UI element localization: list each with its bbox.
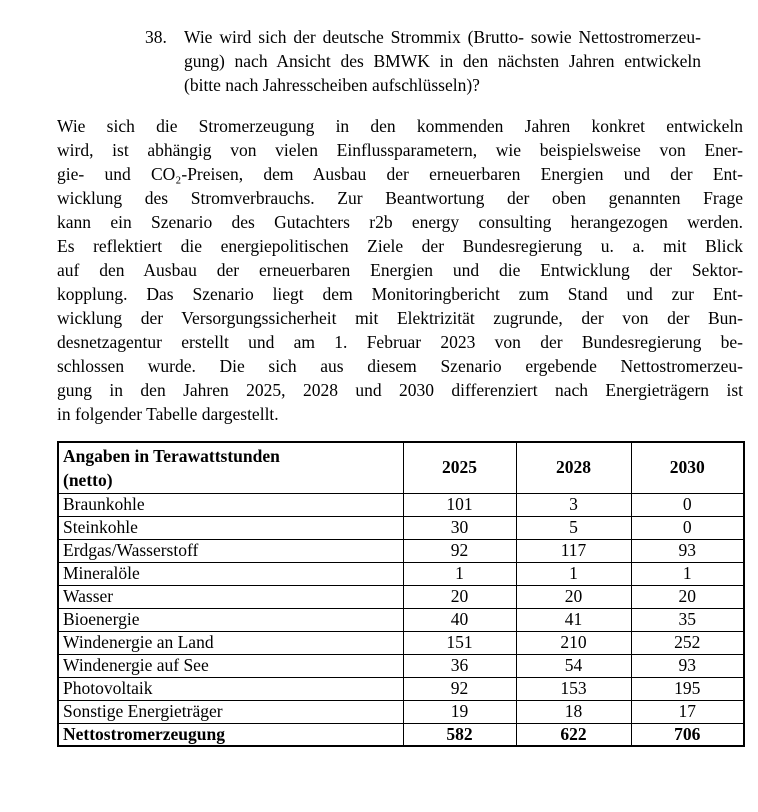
table-row: [58, 654, 744, 677]
table-row: [58, 631, 744, 654]
row-value: 706: [631, 723, 744, 746]
table-row: [58, 723, 744, 746]
row-label: Sonstige Energieträger: [58, 700, 403, 723]
row-value: 93: [631, 539, 744, 562]
row-value: 195: [631, 677, 744, 700]
row-value: 19: [403, 700, 516, 723]
paragraph-line: in folgender Tabelle dargestellt.: [57, 404, 279, 424]
row-value: 1: [631, 562, 744, 585]
row-value: 0: [631, 516, 744, 539]
row-value: 36: [403, 654, 516, 677]
paragraph-line: kann ein Szenario des Gutachters r2b energy consulting herangezogen werden.: [57, 212, 743, 232]
row-value: 92: [403, 539, 516, 562]
row-value: 93: [631, 654, 744, 677]
row-value: 20: [516, 585, 631, 608]
row-value: 1: [516, 562, 631, 585]
question-block: [145, 25, 701, 97]
paragraph-line: auf den Ausbau der erneuerbaren Energien und die Entwicklung der Sektor-: [57, 260, 743, 280]
row-value: 252: [631, 631, 744, 654]
year-header-2030: 2030: [631, 442, 744, 493]
table-row: [58, 585, 744, 608]
row-value: 17: [631, 700, 744, 723]
table-row: [58, 539, 744, 562]
paragraph-line: wicklung des Stromverbrauchs. Zur Beantwortung der oben genannten Frage: [57, 188, 743, 208]
row-label: Steinkohle: [58, 516, 403, 539]
paragraph-line: wird, ist abhängig von vielen Einflussparametern, wie beispielsweise von Ener-: [57, 140, 743, 160]
question-line: (bitte nach Jahresscheiben aufschlüsseln)?: [184, 75, 480, 95]
row-value: 153: [516, 677, 631, 700]
paragraph-line: Wie sich die Stromerzeugung in den kommenden Jahren konkret entwickeln: [57, 116, 743, 136]
row-value: 5: [516, 516, 631, 539]
row-value: 40: [403, 608, 516, 631]
row-label: Braunkohle: [58, 493, 403, 516]
row-value: 30: [403, 516, 516, 539]
table-title-line1: Angaben in Terawattstunden: [63, 446, 280, 466]
row-value: 0: [631, 493, 744, 516]
row-value: 35: [631, 608, 744, 631]
paragraph-line: wicklung der Versorgungssicherheit mit Elektrizität zugrunde, der von der Bun-: [57, 308, 743, 328]
energy-table: [57, 441, 745, 747]
row-value: 151: [403, 631, 516, 654]
row-value: 20: [631, 585, 744, 608]
row-label: Windenergie auf See: [58, 654, 403, 677]
question-line: Wie wird sich der deutsche Strommix (Brutto- sowie Nettostromerzeu-: [184, 27, 701, 47]
row-label: Erdgas/Wasserstoff: [58, 539, 403, 562]
table-row: [58, 516, 744, 539]
year-header-2028: 2028: [516, 442, 631, 493]
row-label: Photovoltaik: [58, 677, 403, 700]
row-value: 210: [516, 631, 631, 654]
row-value: 582: [403, 723, 516, 746]
table-title-line2: (netto): [63, 470, 113, 490]
question-line: gung) nach Ansicht des BMWK in den nächsten Jahren entwickeln: [184, 51, 701, 71]
table-title-cell: [58, 442, 403, 493]
paragraph-line: Es reflektiert die energiepolitischen Ziele der Bundesregierung u. a. mit Blick: [57, 236, 743, 256]
row-label: Wasser: [58, 585, 403, 608]
row-label: Mineralöle: [58, 562, 403, 585]
table-header-row: [58, 442, 744, 493]
row-value: 3: [516, 493, 631, 516]
row-value: 622: [516, 723, 631, 746]
row-value: 54: [516, 654, 631, 677]
body-paragraph: [57, 114, 743, 426]
row-value: 92: [403, 677, 516, 700]
year-header-2025: 2025: [403, 442, 516, 493]
table-body: [58, 493, 744, 746]
row-label: Bioenergie: [58, 608, 403, 631]
paragraph-line: schlossen wurde. Die sich aus diesem Szenario ergebende Nettostromerzeu-: [57, 356, 743, 376]
row-value: 1: [403, 562, 516, 585]
table-row: [58, 677, 744, 700]
paragraph-line: gie- und CO₂-Preisen, dem Ausbau der erneuerbaren Energien und der Ent-: [57, 164, 743, 184]
row-value: 18: [516, 700, 631, 723]
row-value: 117: [516, 539, 631, 562]
paragraph-line: kopplung. Das Szenario liegt dem Monitoringbericht zum Stand und zur Ent-: [57, 284, 743, 304]
table-row: [58, 700, 744, 723]
table-row: [58, 562, 744, 585]
document-page: [0, 25, 758, 747]
paragraph-line: gung in den Jahren 2025, 2028 und 2030 differenziert nach Energieträgern ist: [57, 380, 743, 400]
question-lines: [184, 25, 701, 97]
question-number: 38.: [145, 27, 167, 47]
table-row: [58, 493, 744, 516]
paragraph-line: desnetzagentur erstellt und am 1. Februar 2023 von der Bundesregierung be-: [57, 332, 743, 352]
row-value: 41: [516, 608, 631, 631]
row-label: Windenergie an Land: [58, 631, 403, 654]
row-value: 101: [403, 493, 516, 516]
row-label: Nettostromerzeugung: [58, 723, 403, 746]
row-value: 20: [403, 585, 516, 608]
table-row: [58, 608, 744, 631]
